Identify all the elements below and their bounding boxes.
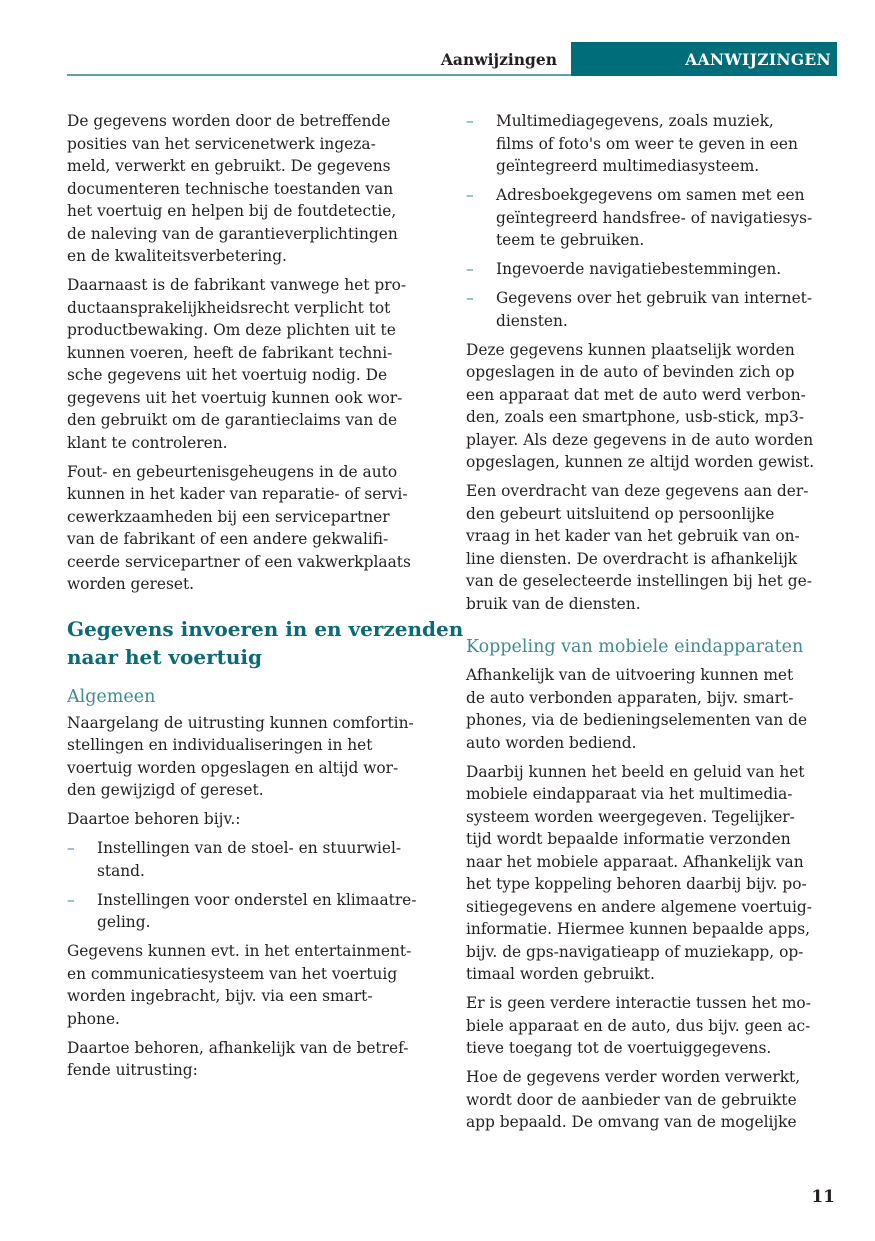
subheading-algemeen: Algemeen <box>67 686 156 707</box>
text-line: bijv. de gps-navigatieapp of muziekapp, op- <box>466 942 804 961</box>
text-line: gegevens uit het voertuig kunnen ook wor- <box>67 388 403 407</box>
paragraph <box>466 480 838 615</box>
text-line: wordt door de aanbieder van de gebruikte <box>466 1090 797 1109</box>
paragraph <box>67 274 439 454</box>
text-line: worden gereset. <box>67 575 195 593</box>
text-line: De gegevens worden door de betreffende <box>67 112 391 130</box>
text-line: geïntegreerd multimediasysteem. <box>496 157 760 175</box>
text-line: en communicatiesysteem van het voertuig <box>67 964 398 983</box>
text-line: den gewijzigd of gereset. <box>67 781 264 799</box>
text-line: Gegevens kunnen evt. in het entertainment- <box>67 942 412 960</box>
paragraph <box>466 1066 838 1134</box>
text-line: de naleving van de garantieverplichtingen <box>67 224 398 243</box>
text-line: auto worden bediend. <box>466 733 637 752</box>
text-line: het type koppeling behoren daarbij bijv. po- <box>466 875 807 893</box>
text-line: geïntegreerd handsfree- of navigatiesys- <box>496 208 813 227</box>
text-line: stellingen en individualiseringen in het <box>67 736 373 754</box>
text-line: productbewaking. Om deze plichten uit te <box>67 321 396 339</box>
text-line: naar het mobiele apparaat. Afhankelijk van <box>466 852 804 871</box>
text-line: Afhankelijk van de uitvoering kunnen met <box>466 666 794 684</box>
section-heading <box>67 615 464 671</box>
list-item <box>466 258 838 281</box>
text-line: Multimediagegevens, zoals muziek, <box>496 112 774 130</box>
text-line: opgeslagen, kunnen ze altijd worden gewist. <box>466 453 815 471</box>
chapter-tab: AANWIJZINGEN <box>571 42 837 76</box>
text-line: line diensten. De overdracht is afhankelijk <box>466 549 798 568</box>
text-line: mobiele eindapparaat via het multimedia- <box>466 785 793 803</box>
text-line: bruik van de diensten. <box>466 594 641 613</box>
text-line: Deze gegevens kunnen plaatselijk worden <box>466 340 795 359</box>
text-line: klant te controleren. <box>67 433 228 452</box>
text-line: meld, verwerkt en gebruikt. De gegevens <box>67 157 391 175</box>
dash-bullet-icon: – <box>67 890 75 909</box>
text-line: van de fabrikant of een andere gekwalifi- <box>67 530 389 548</box>
text-line: player. Als deze gegevens in de auto worden <box>466 430 814 449</box>
paragraph <box>466 761 838 986</box>
text-line: opgeslagen in de auto of bevinden zich op <box>466 363 795 381</box>
paragraph <box>466 339 838 474</box>
text-line: Fout- en gebeurtenisgeheugens in de auto <box>67 462 398 481</box>
paragraph <box>67 808 439 831</box>
section-title: Aanwijzingen <box>440 50 557 69</box>
text-line: Naargelang de uitrusting kunnen comfortin- <box>67 713 414 732</box>
list-item <box>466 287 838 332</box>
text-line: Daartoe behoren, afhankelijk van de betref- <box>67 1038 409 1057</box>
text-line: den gebruikt om de garantieclaims van de <box>67 411 398 429</box>
text-line: en de kwaliteitsverbetering. <box>67 247 287 265</box>
paragraph <box>67 110 439 268</box>
text-line: timaal worden gebruikt. <box>466 965 655 983</box>
text-line: Ingevoerde navigatiebestemmingen. <box>496 260 782 278</box>
text-line: phone. <box>67 1009 120 1028</box>
list-item <box>466 184 838 252</box>
text-line: teem te gebruiken. <box>496 231 645 249</box>
text-line: kunnen voeren, heeft de fabrikant techni- <box>67 343 393 362</box>
dash-bullet-icon: – <box>466 289 474 307</box>
heading-line: naar het voertuig <box>67 644 263 669</box>
text-line: Daartoe behoren bijv.: <box>67 810 241 828</box>
text-line: app bepaald. De omvang van de mogelijke <box>466 1113 797 1131</box>
text-line: kunnen in het kader van reparatie- of servi- <box>67 485 408 503</box>
text-line: het voertuig en helpen bij de foutdetectie, <box>67 202 397 220</box>
text-line: fende uitrusting: <box>67 1061 198 1079</box>
text-line: biele apparaat en de auto, dus bijv. geen ac- <box>466 1016 811 1035</box>
text-line: Gegevens over het gebruik van internet- <box>496 289 813 307</box>
text-line: den gebeurt uitsluitend op persoonlijke <box>466 504 775 523</box>
paragraph <box>67 461 439 596</box>
paragraph <box>67 712 439 802</box>
text-line: informatie. Hiermee kunnen bepaalde apps, <box>466 920 811 938</box>
text-line: Een overdracht van deze gegevens aan der- <box>466 482 809 500</box>
text-line: tijd wordt bepaalde informatie verzonden <box>466 830 791 848</box>
text-line: Daarbij kunnen het beeld en geluid van het <box>466 762 805 781</box>
list-item <box>466 110 838 178</box>
dash-bullet-icon: – <box>466 112 474 130</box>
text-line: diensten. <box>496 311 568 330</box>
right-column <box>466 110 838 1140</box>
text-line: Instellingen van de stoel- en stuurwiel- <box>97 839 402 857</box>
text-line: den, zoals een smartphone, usb-stick, mp3- <box>466 408 805 426</box>
text-line: vraag in het kader van het gebruik van on- <box>466 527 800 545</box>
dash-bullet-icon: – <box>466 260 474 278</box>
text-line: films of foto's om weer te geven in een <box>496 134 798 153</box>
text-line: ceerde servicepartner of een vakwerkplaats <box>67 552 411 571</box>
text-line: documenteren technische toestanden van <box>67 179 394 198</box>
text-line: stand. <box>97 861 145 880</box>
text-line: Hoe de gegevens verder worden verwerkt, <box>466 1068 801 1086</box>
page-number: 11 <box>811 1187 835 1207</box>
text-line: Instellingen voor onderstel en klimaatre- <box>97 890 417 909</box>
heading-line: Gegevens invoeren in en verzenden <box>67 616 464 641</box>
list-item <box>67 837 439 882</box>
paragraph <box>466 664 838 754</box>
text-line: geling. <box>97 913 151 931</box>
text-line: Adresboekgegevens om samen met een <box>496 186 805 204</box>
text-line: tieve toegang tot de voertuiggegevens. <box>466 1039 772 1057</box>
text-line: van de geselecteerde instellingen bij het ge- <box>466 572 812 590</box>
text-line: cewerkzaamheden bij een servicepartner <box>67 507 390 526</box>
text-line: sche gegevens uit het voertuig nodig. De <box>67 366 388 384</box>
text-line: worden ingebracht, bijv. via een smart- <box>67 987 373 1005</box>
text-line: een apparaat dat met de auto werd verbon- <box>466 385 806 404</box>
header-rule <box>67 74 571 76</box>
left-column <box>67 110 464 1088</box>
paragraph <box>67 940 439 1030</box>
dash-bullet-icon: – <box>67 839 75 857</box>
text-line: ductaansprakelijkheidsrecht verplicht tot <box>67 298 391 317</box>
paragraph <box>67 1037 439 1082</box>
text-line: systeem worden weergegeven. Tegelijker- <box>466 807 795 826</box>
paragraph <box>466 992 838 1060</box>
text-line: phones, via de bedieningselementen van de <box>466 711 808 729</box>
text-line: voertuig worden opgeslagen en altijd wor- <box>67 758 399 777</box>
text-line: posities van het servicenetwerk ingeza- <box>67 134 376 153</box>
text-line: de auto verbonden apparaten, bijv. smart- <box>466 688 794 707</box>
page-header <box>67 42 837 76</box>
list-item <box>67 889 439 934</box>
text-line: Er is geen verdere interactie tussen het mo- <box>466 994 811 1012</box>
text-line: sitiegegevens en andere algemene voertuig- <box>466 897 812 916</box>
dash-bullet-icon: – <box>466 186 474 204</box>
text-line: Daarnaast is de fabrikant vanwege het pro- <box>67 276 407 294</box>
subheading-koppeling: Koppeling van mobiele eindapparaten <box>466 637 804 657</box>
